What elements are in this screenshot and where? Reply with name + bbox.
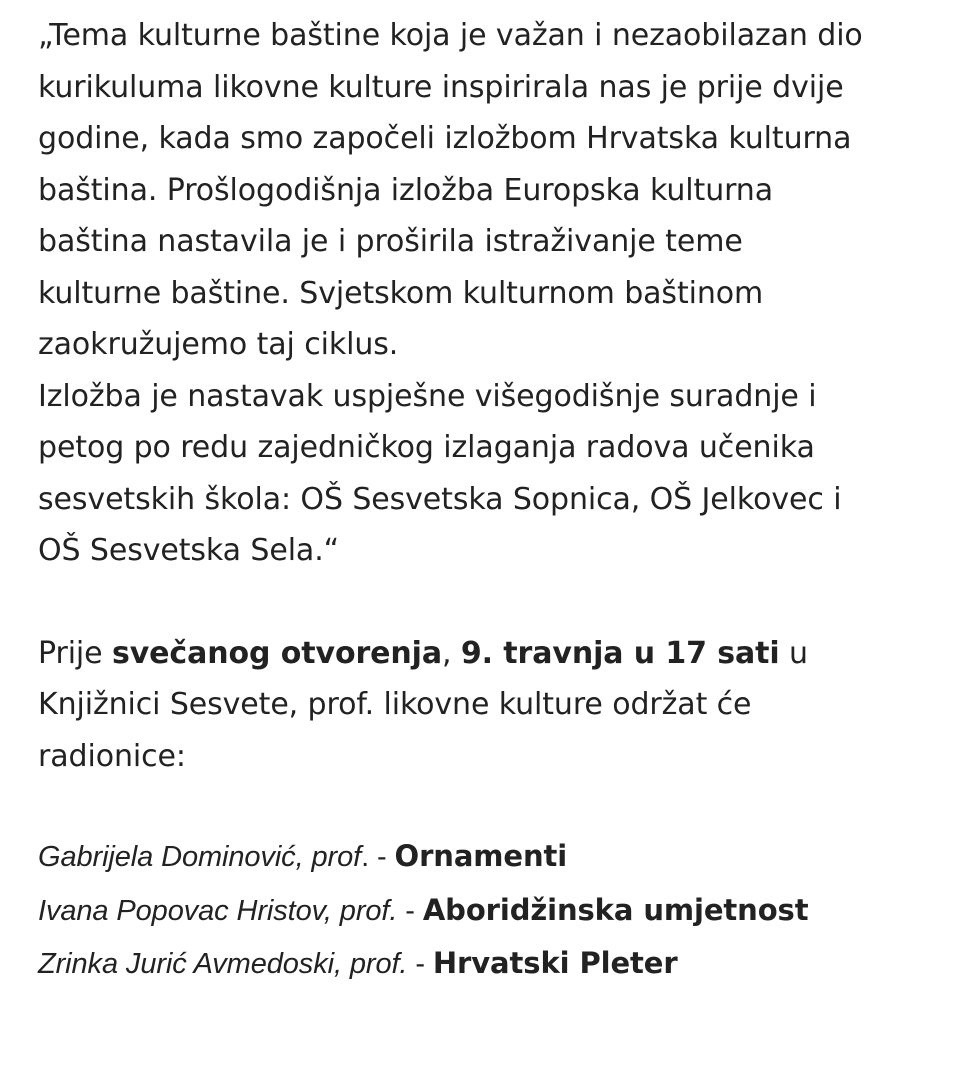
- announcement-suffix: u: [779, 635, 808, 671]
- workshop-list: [38, 830, 938, 991]
- announcement-comma: ,: [442, 635, 461, 671]
- announcement-line: radionice:: [38, 738, 186, 774]
- quote-line: petog po redu zajedničkog izlaganja radova učenika: [38, 430, 815, 465]
- workshop-title: Aboridžinska umjetnost: [422, 892, 809, 927]
- quote-line: zaokružujemo taj ciklus.: [38, 327, 399, 362]
- event-name: svečanog otvorenja: [111, 635, 442, 671]
- workshop-item: [38, 884, 938, 938]
- quote-line: kulturne baštine. Svjetskom kulturnom baštinom: [38, 275, 764, 311]
- quote-line: godine, kada smo započeli izložbom Hrvatska kulturna: [38, 121, 852, 156]
- event-datetime: 9. travnja u 17 sati: [460, 635, 780, 671]
- quote-line: kurikuluma likovne kulture inspirirala nas je prije dvije: [38, 69, 844, 105]
- workshop-teacher: Gabrijela Dominović, prof: [38, 841, 362, 873]
- workshop-announcement: [38, 628, 938, 783]
- quote-line: Izložba je nastavak uspješne višegodišnje suradnje i: [38, 378, 817, 414]
- workshop-teacher: Zrinka Jurić Avmedoski, prof.: [38, 948, 408, 980]
- workshop-teacher: Ivana Popovac Hristov, prof.: [38, 894, 398, 927]
- article-body: [38, 10, 938, 991]
- workshop-item: [38, 937, 938, 991]
- workshop-separator: -: [369, 841, 395, 873]
- quote-line: baština nastavila je i proširila istraživanje teme: [38, 224, 743, 259]
- workshop-item: [38, 830, 938, 884]
- quote-line: „Tema kulturne baštine koja je važan i nezaobilazan dio: [38, 18, 863, 53]
- workshop-title: Ornamenti: [394, 839, 568, 873]
- quote-line: sesvetskih škola: OŠ Sesvetska Sopnica, OŠ Jelkovec i: [38, 481, 842, 517]
- quote-line: OŠ Sesvetska Sela.“: [38, 533, 340, 568]
- quote-line: baština. Prošlogodišnja izložba Europska kulturna: [38, 172, 774, 208]
- announcement-line: [38, 628, 938, 680]
- workshop-dot: .: [361, 841, 370, 873]
- announcement-line: Knjižnici Sesvete, prof. likovne kulture održat će: [38, 687, 752, 722]
- announcement-prefix: Prije: [38, 635, 112, 671]
- workshop-title: Hrvatski Pleter: [432, 946, 678, 980]
- exhibition-quote: [38, 10, 938, 577]
- workshop-separator: -: [397, 894, 423, 927]
- paragraph-spacer: [38, 577, 938, 628]
- workshop-separator: -: [407, 948, 433, 980]
- paragraph-spacer: [38, 782, 938, 830]
